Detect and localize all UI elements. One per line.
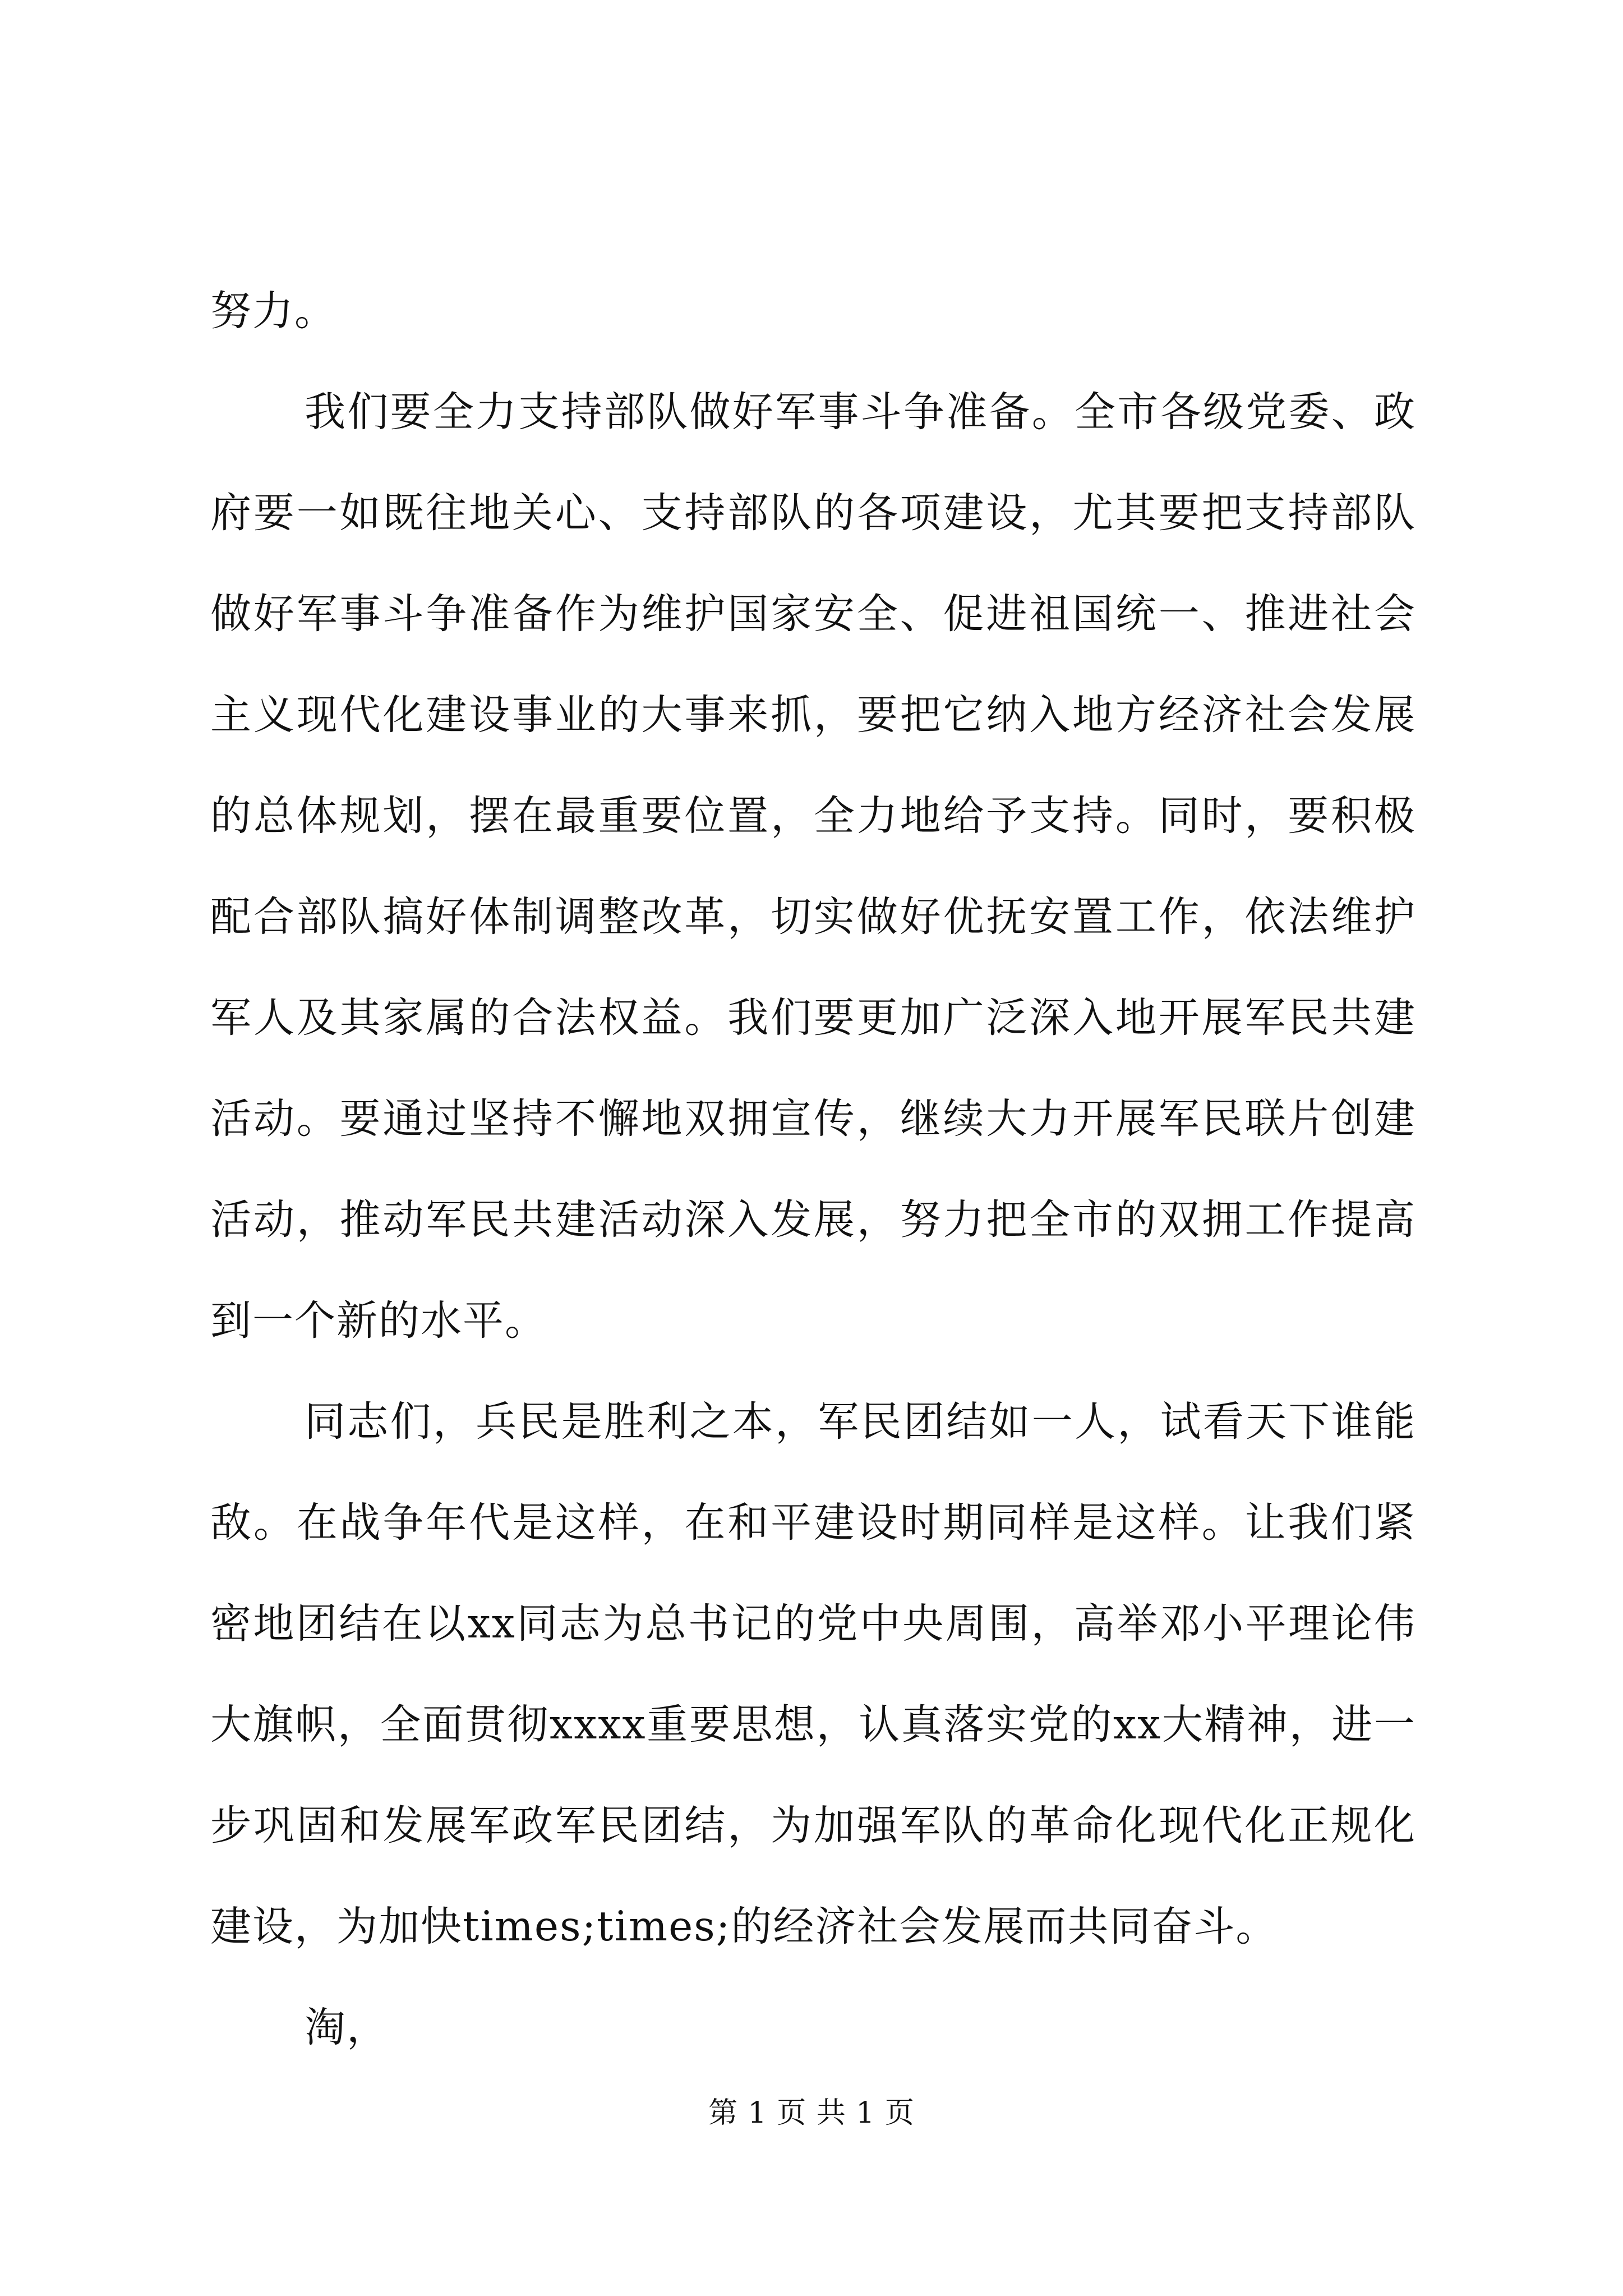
paragraph-continuation: 努力。	[210, 287, 336, 335]
paragraph-military-support: 我们要全力支持部队做好军事斗争准备。全市各级党委、政府要一如既往地关心、支持部队的各项建设，尤其要把支持部队做好军事斗争准备作为维护国家安全、促进祖国统一、推进社会主义现代化建设事业的大事来抓，要把它纳入地方经济社会发展的总体规划，摆在最重要位置，全力地给予支持。同时，要积极配合部队搞好体制调整改革，切实做好优抚安置工作，依法维护军人及其家属的合法权益。我们要更加广泛深入地开展军民共建活动。要通过坚持不懈地双拥宣传，继续大力开展军民联片创建活动，推动军民共建活动深入发展，努力把全市的双拥工作提高到一个新的水平。	[210, 388, 1416, 1345]
paragraph-trailing-fragment: 淘，	[305, 2004, 389, 2051]
page-number-footer: 第 1 页 共 1 页	[708, 2096, 915, 2130]
paragraph-unity-closing: 同志们，兵民是胜利之本，军民团结如一人，试看天下谁能敌。在战争年代是这样，在和平建设时期同样是这样。让我们紧密地团结在以xx同志为总书记的党中央周围，高举邓小平理论伟大旗帜，全面贯彻xxxx重要思想，认真落实党的xx大精神，进一步巩固和发展军政军民团结，为加强军队的革命化现代化正规化建设，为加快times;times;的经济社会发展而共同奋斗。	[210, 1398, 1416, 1950]
document-body	[210, 261, 1416, 2078]
